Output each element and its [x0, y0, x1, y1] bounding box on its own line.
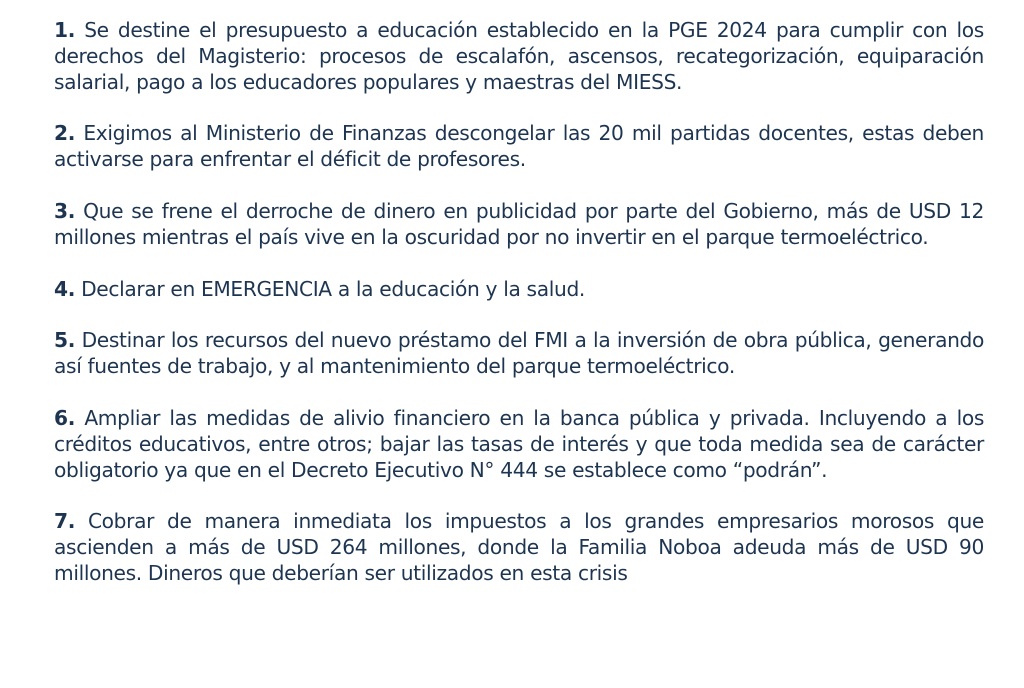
demand-number: 2.	[54, 121, 76, 146]
demand-item-2	[54, 121, 984, 173]
demand-number: 3.	[54, 198, 76, 223]
demand-number: 7.	[54, 509, 76, 534]
demand-number: 6.	[54, 405, 76, 430]
demand-item-5	[54, 328, 984, 380]
demand-text: Que se frene el derroche de dinero en publicidad por parte del Gobierno, más de USD 12 millones mientras el país vive en la oscuridad por no invertir en el parque termoeléctrico.	[54, 198, 984, 249]
demand-text: Declarar en EMERGENCIA a la educación y la salud.	[81, 276, 585, 301]
demand-text: Exigimos al Ministerio de Finanzas descongelar las 20 mil partidas docentes, estas deben activarse para enfrentar el déficit de profesores.	[54, 121, 985, 172]
demand-item-1	[54, 18, 984, 95]
demand-text: Ampliar las medidas de alivio financiero en la banca pública y privada. Incluyendo a los créditos educativos, entre otros; bajar las tasas de interés y que toda medida sea de carácter obligatorio ya que en el Decreto Ejecutivo N° 444 se establece como “podrán”.	[54, 405, 984, 482]
demand-text: Se destine el presupuesto a educación establecido en la PGE 2024 para cumplir con los derechos del Magisterio: procesos de escalafón, ascensos, recategorización, equiparación salarial, pago a los educadores populares y maestras del MIESS.	[54, 18, 984, 94]
demand-item-7	[54, 509, 984, 586]
demand-number: 4.	[54, 276, 76, 301]
demand-item-4	[54, 277, 984, 303]
demand-item-6	[54, 406, 984, 483]
demand-number: 1.	[54, 18, 76, 42]
demand-item-3	[54, 199, 984, 251]
demand-text: Cobrar de manera inmediata los impuestos a los grandes empresarios morosos que ascienden a más de USD 264 millones, donde la Familia Noboa adeuda más de USD 90 millones. Dineros que deberían ser utilizados en esta crisis	[54, 509, 984, 585]
demand-text: Destinar los recursos del nuevo préstamo del FMI a la inversión de obra pública, generando así fuentes de trabajo, y al mantenimiento del parque termoeléctrico.	[54, 328, 984, 379]
demand-number: 5.	[54, 328, 76, 353]
